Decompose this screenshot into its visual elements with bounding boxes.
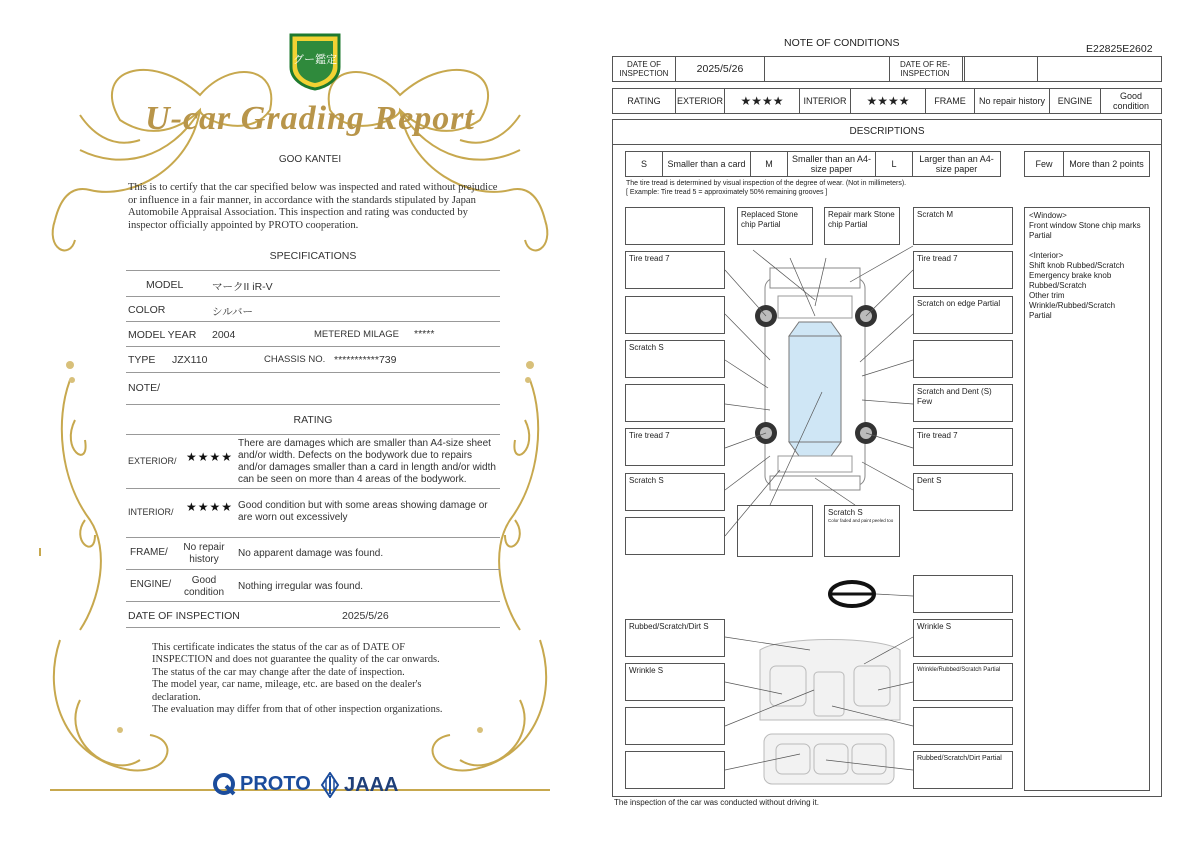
box-l8 [625,517,725,555]
footer-line: INSPECTION and does not guarantee the quality of the car onwards. [152,654,440,666]
proto-text: PROTO [240,772,311,795]
sheet-title: NOTE OF CONDITIONS [784,37,900,49]
jaaa-mark-icon [320,772,340,798]
date-inspection-value: 2025/5/26 [675,56,765,82]
box-steering [913,575,1013,613]
year-label: MODEL YEAR [128,329,197,341]
side-note-line: <Window> [1029,211,1067,220]
side-note-line: Partial [1029,231,1052,240]
frame-value: No repair history [183,542,225,565]
bottom-scratch-label: Scratch S [828,508,863,517]
legend-few-text: More than 2 points [1063,151,1150,177]
interior-desc: Good condition but with some areas showing damage or are worn out excessively [238,500,488,523]
box-right-edge: Scratch on edge Partial [913,296,1013,334]
box-left-tire2: Tire tread 7 [625,428,725,466]
box-int-rubbed2: Rubbed/Scratch/Dirt Partial [913,751,1013,789]
footer-line: The model year, car name, mileage, etc. are based on the dealer's [152,679,422,691]
frame-desc: No apparent damage was found. [238,548,384,559]
box-top-repair: Repair mark Stone chip Partial [824,207,900,245]
steering-wheel-icon [830,582,874,606]
jaaa-logo [320,772,398,798]
note-label: NOTE/ [128,382,161,394]
box-int-wrinkle-r: Wrinkle S [913,619,1013,657]
box-int-r3 [913,707,1013,745]
side-note-line: Emergency brake knob [1029,271,1112,280]
side-note-line: Shift knob Rubbed/Scratch [1029,261,1125,270]
box-right-tire1: Tire tread 7 [913,251,1013,289]
legend-l-text: Larger than an A4-size paper [912,151,1001,177]
side-note-line: Rubbed/Scratch [1029,281,1087,290]
box-int-wrs-partial: Wrinkle/Rubbed/Scratch Partial [913,663,1013,701]
box-l5 [625,384,725,422]
side-note-spacer [1029,241,1145,251]
engine-value-sheet: Good condition [1100,88,1162,114]
logo-text: グー鑑定 [293,53,337,66]
interior-label: INTERIOR/ [128,507,174,517]
footer-line: The evaluation may differ from that of other inspection organizations. [152,704,443,716]
box-bottom-blank [737,505,813,557]
exterior-stars: ★★★★ [186,450,234,464]
box-int-l3 [625,707,725,745]
box-right-dent2: Dent S [913,473,1013,511]
milage-value: ***** [414,328,435,340]
footer-line: This certificate indicates the status of the car as of DATE OF [152,642,406,653]
box-int-l4 [625,751,725,789]
goo-kantei-logo [287,31,343,91]
type-value: JZX110 [172,354,208,366]
model-value: マークII iR-V [212,281,273,293]
specs-heading: SPECIFICATIONS [269,250,357,262]
note-of-conditions [600,0,1200,848]
frame-label-sheet: FRAME [925,88,975,114]
engine-desc: Nothing irregular was found. [238,581,364,592]
interior-diagram [760,640,900,785]
reinspection-label: DATE OF RE-INSPECTION [899,60,951,78]
box-l1 [625,207,725,245]
type-label: TYPE [128,354,156,366]
legend-s: S [625,151,663,177]
side-notes [1024,207,1150,791]
cert-footer [152,642,482,716]
bottom-scratch-note: Color faded and paint peeled too [828,518,894,523]
sheet-footer: The inspection of the car was conducted without driving it. [614,798,819,807]
side-note-line: Other trim [1029,291,1065,300]
cert-intro: This is to certify that the car specified below was inspected and rated without prejudice or influence in a fair manner, in accordance with the standards stipulated by Japan Automobile Appraisal Association. This inspection and rating was conducted by inspector officially appointed by PROTO cooperation. [128,182,498,231]
descriptions-heading: DESCRIPTIONS [849,126,925,137]
exterior-label: EXTERIOR/ [128,456,177,466]
box-top-replaced: Replaced Stone chip Partial [737,207,813,245]
legend-m-text: Smaller than an A4-size paper [787,151,876,177]
side-note-line: Partial [1029,311,1052,320]
date-value: 2025/5/26 [342,610,389,622]
side-note-line: <Interior> [1029,251,1064,260]
box-left-scratch2: Scratch S [625,473,725,511]
tire-note-1: The tire tread is determined by visual inspection of the degree of wear. (Not in millimeters). [626,180,907,187]
box-right-dent: Scratch and Dent (S) Few [913,384,1013,422]
rating-label: RATING [612,88,676,114]
box-int-wrinkle-l: Wrinkle S [625,663,725,701]
side-note-line: Front window Stone chip marks [1029,221,1141,230]
cert-subtitle: GOO KANTEI [278,154,342,165]
legend-few: Few [1024,151,1064,177]
box-r4 [913,340,1013,378]
box-top-scratch: Scratch M [913,207,1013,245]
legend-m: M [750,151,788,177]
engine-label-sheet: ENGINE [1049,88,1101,114]
box-left-scratch1: Scratch S [625,340,725,378]
box-int-rubbed1: Rubbed/Scratch/Dirt S [625,619,725,657]
box-bottom-scratch [824,505,900,557]
cert-title: U-car Grading Report [145,100,475,137]
proto-logo [212,772,311,796]
interior-label-sheet: INTERIOR [799,88,851,114]
box-right-tire2: Tire tread 7 [913,428,1013,466]
color-value: シルバー [212,306,254,318]
legend-s-text: Smaller than a card [662,151,751,177]
date-inspection-label: DATE OF INSPECTION [612,56,676,82]
footer-line: declaration. [152,691,201,703]
rating-heading: RATING [293,414,333,426]
chassis-value: ***********739 [334,354,397,366]
model-label: MODEL [146,279,184,291]
tire-note-2: [ Example: Tire tread 5 = approximately 50% remaining grooves ] [626,189,828,196]
date-label: DATE OF INSPECTION [128,610,240,622]
exterior-label-sheet: EXTERIOR [675,88,725,114]
milage-label: METERED MILAGE [314,329,399,340]
proto-mark-icon [212,772,236,796]
interior-stars: ★★★★ [186,500,234,514]
interior-stars-sheet: ★★★★ [850,88,926,114]
legend-l: L [875,151,913,177]
exterior-stars-sheet: ★★★★ [724,88,800,114]
exterior-desc: There are damages which are smaller than A4-size sheet and/or width. Defects on the bodywork due to repairs and/or damages smaller than a card in length and/or width can be seen on more than 4 areas of the bodywork. [238,438,496,485]
side-note-line: Wrinkle/Rubbed/Scratch [1029,301,1116,310]
frame-label: FRAME/ [130,547,168,558]
frame-value-sheet: No repair history [974,88,1050,114]
chassis-label: CHASSIS NO. [264,354,326,365]
footer-line: The status of the car may change after the date of inspection. [152,666,405,678]
box-l3 [625,296,725,334]
engine-label: ENGINE/ [130,579,172,590]
sheet-code: E22825E2602 [1086,43,1153,55]
color-label: COLOR [128,304,166,316]
jaaa-text: JAAA [344,773,399,796]
engine-value: Good condition [183,575,225,598]
year-value: 2004 [212,329,236,341]
box-left-tire1: Tire tread 7 [625,251,725,289]
